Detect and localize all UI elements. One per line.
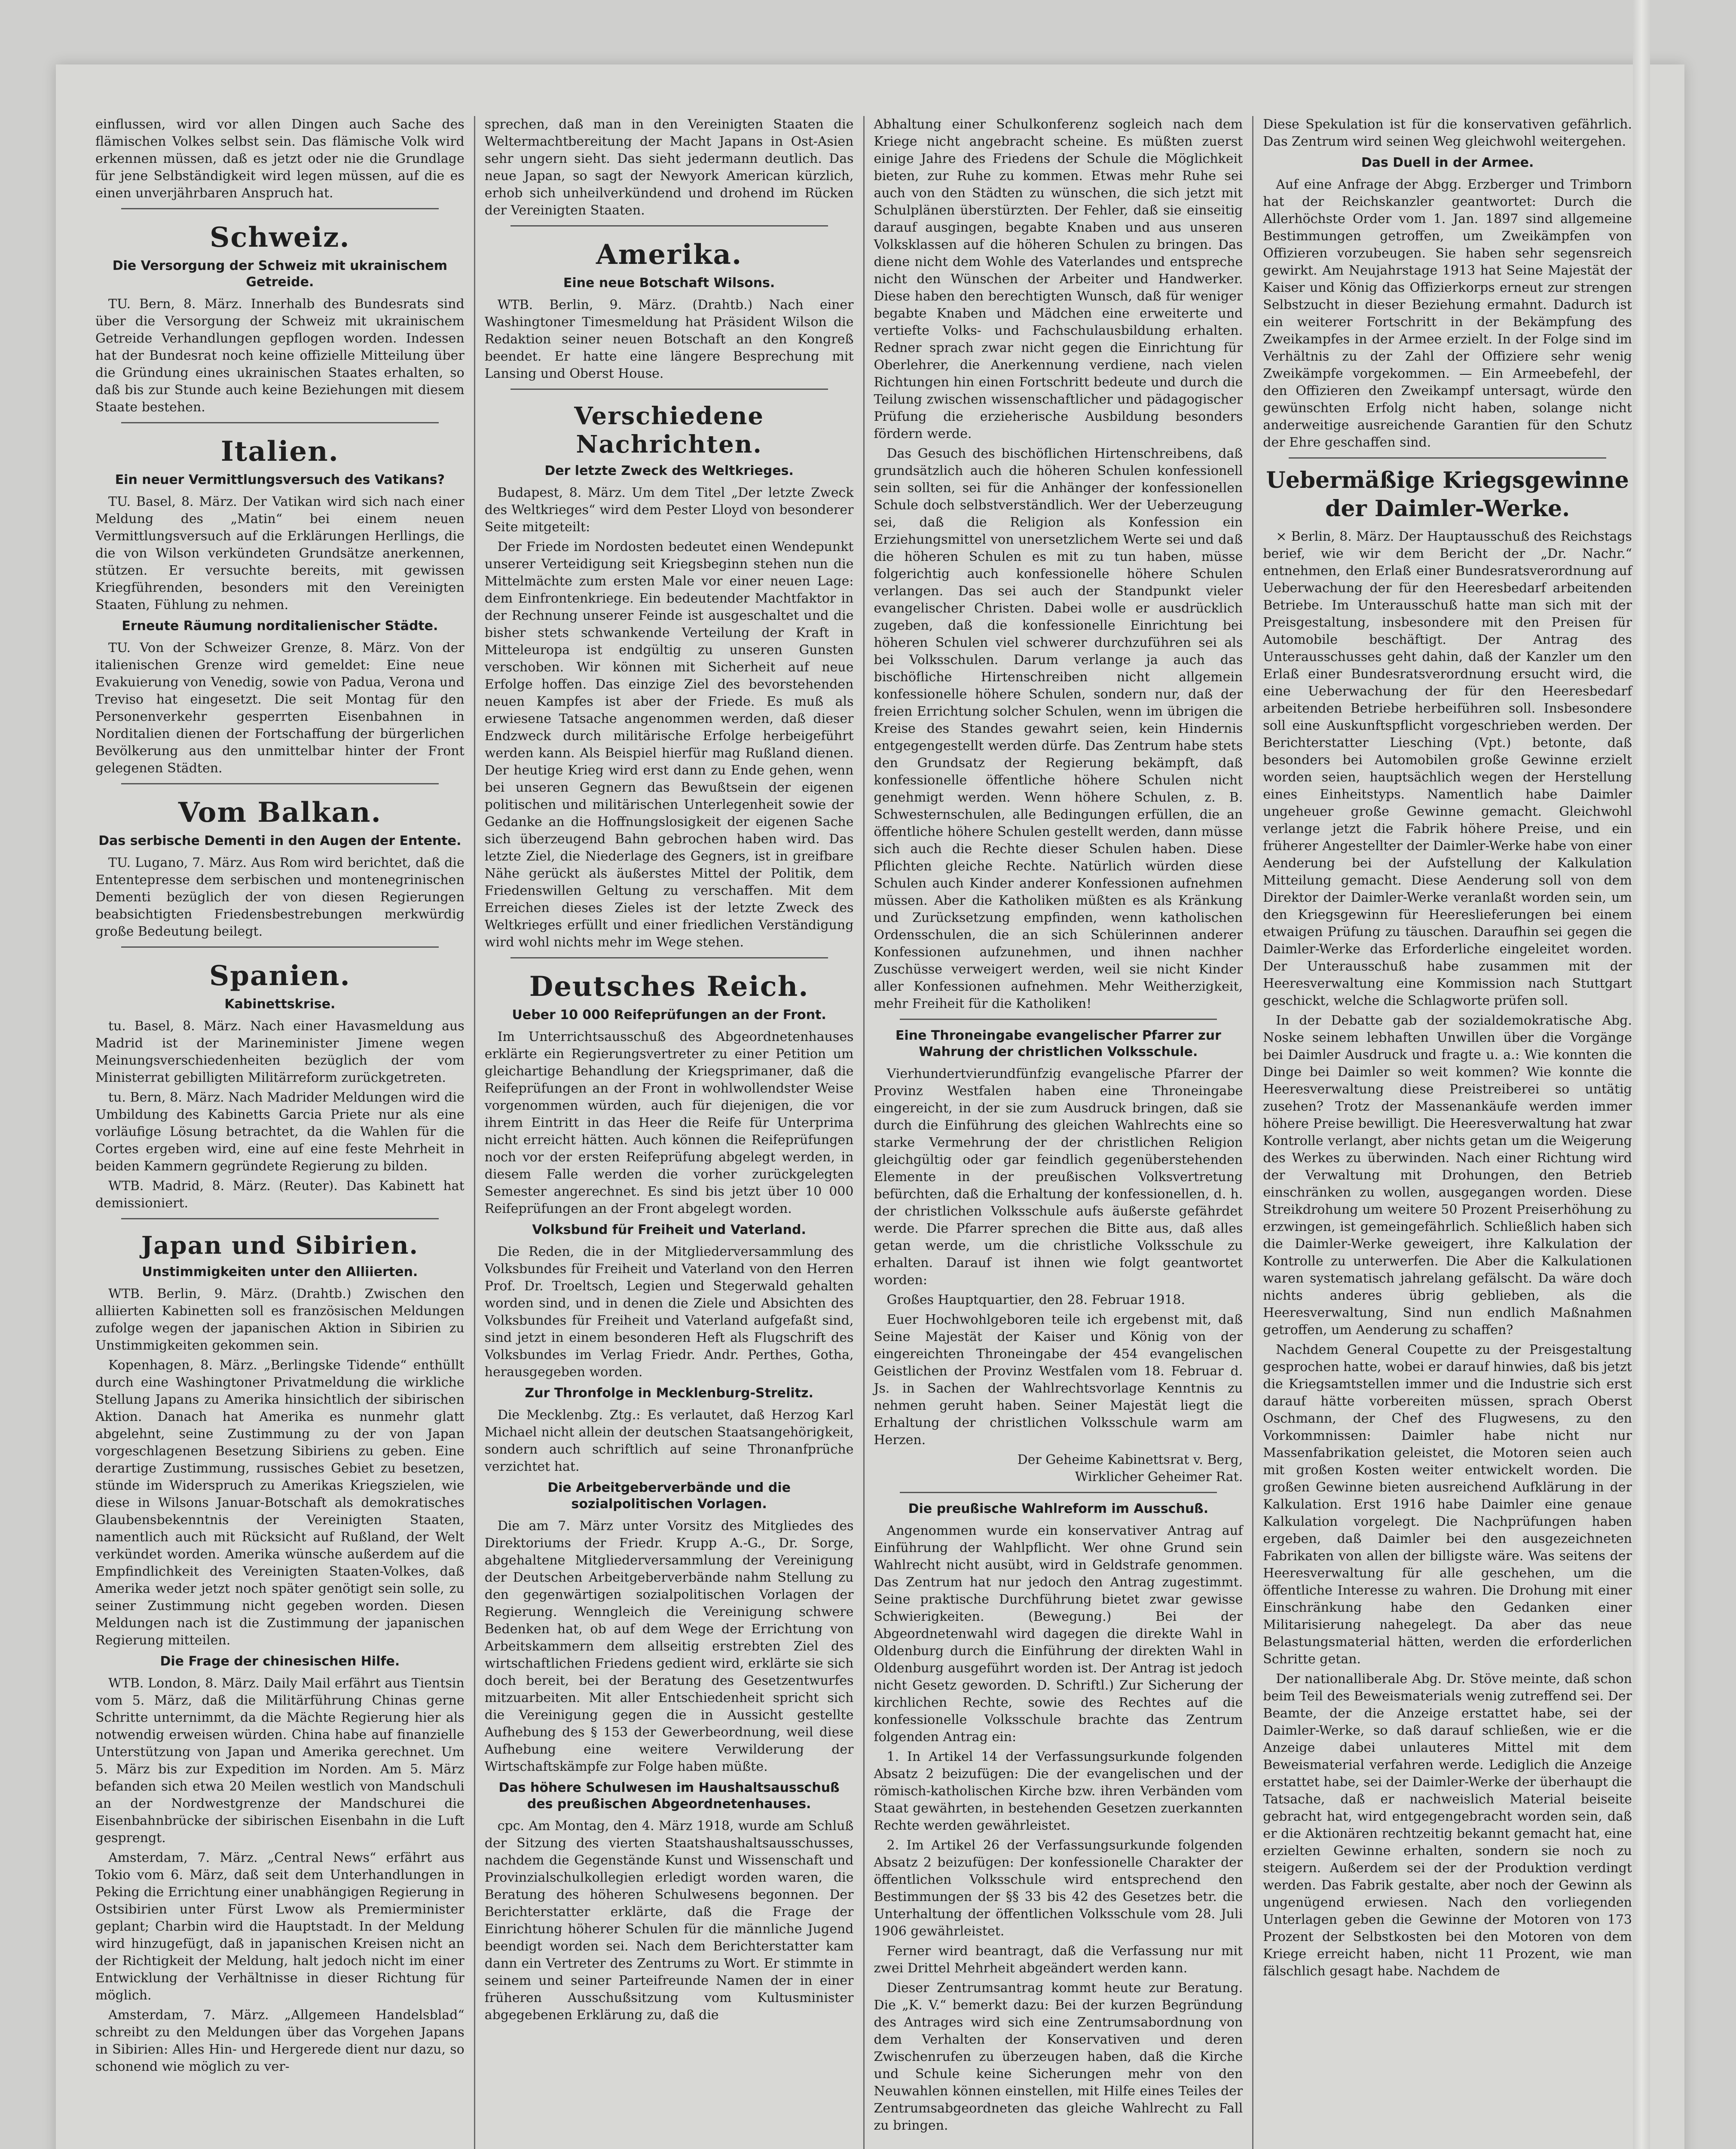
section-heading: Uebermäßige Kriegsgewinne der Daimler-Werke. <box>1266 467 1629 522</box>
section-heading: Deutsches Reich. <box>529 970 809 1003</box>
section-heading: Japan und Sibirien. <box>141 1231 419 1260</box>
column-1 <box>86 116 474 2149</box>
article-text: TU. Basel, 8. März. Der Vatikan wird sich nach einer Meldung des „Matin“ bei einem neuen Vermittlungsversuch auf die Erklärungen Herllings, die die von Wilson verkündeten Grundsätze anerkennen, stützen. Er versuchte bereits, mit gewissen Kriegführenden, besonders mit den Vereinigten Staaten, Fühlung zu nehmen. <box>95 494 465 612</box>
article-subheading: Kabinettskrise. <box>224 997 336 1012</box>
article-subheading: Die Versorgung der Schweiz mit ukrainischem Getreide. <box>112 258 448 290</box>
article-text: WTB. Berlin, 9. März. (Drahtb.) Nach einer Washingtoner Timesmeldung hat Präsident Wilson die Redaktion seiner neuen Botschaft an den Kongreß beendet. Er hatte eine längere Besprechung mit Lansing und Oberst House. <box>484 297 854 381</box>
article-subheading: Zur Thronfolge in Mecklenburg-Strelitz. <box>525 1386 813 1401</box>
article-text: WTB. London, 8. März. Daily Mail erfährt aus Tientsin vom 5. März, daß die Militärführung Chinas gerne Schritte unternimmt, da die Mächte Regierung hier als notwendig erweisen würden. China habe auf finanzielle Unterstützung von Japan und Amerika gerechnet. Um 5. März bis zur Expedition im Norden. Am 5. März befanden sich etwa 20 Meilen westlich von Mandschuli an der Nordwestgrenze der Mandschurei die Eisenbahnbrücke der sibirischen Eisenbahn in die Luft gesprengt. <box>95 1676 465 1846</box>
article-subheading: Erneute Räumung norditalienischer Städte. <box>122 618 438 634</box>
section-heading: Amerika. <box>596 239 743 271</box>
article-subheading: Volksbund für Freiheit und Vaterland. <box>532 1222 806 1237</box>
article-text: Abhaltung einer Schulkonferenz sogleich nach dem Kriege nicht angebracht scheine. Es müßten zuerst einige Jahre des Friedens der Schule die Möglichkeit bieten, zur Ruhe zu kommen. Etwas mehr Ruhe sei auch von den Städten zu wünschen, die sich jetzt mit Schulplänen überstürzten. Der Fehler, daß sie einseitig darauf ausgingen, begabte Knaben und aus unseren Volksklassen auf die höheren Schulen zu bringen. Das diene nicht dem Wohle des Vaterlandes und entspreche nicht den Wünschen der Arbeiter und Handwerker. Diese haben den berechtigten Wunsch, daß für weniger begabte Knaben und Mädchen eine erweiterte und vertiefte Volks- und Fachschulausbildung erhalten. Redner sprach zwar nicht gegen die Einrichtung für Oberlehrer, die Anerkennung verdiene, nach vielen Richtungen hin einen Fortschritt bedeute und durch die Teilung zwischen wissenschaftlicher und pädagogischer Prüfung die erzieherische Ausbildung besonders fördern werde. <box>874 117 1243 441</box>
article-text: Der nationalliberale Abg. Dr. Stöve meinte, daß schon beim Teil des Beweismaterials wenig zutreffend sei. Der Beamte, der die Anzeige erstattet habe, sei der Daimler-Werke, so daß darauf schließen, wie er die Anzeige dabei unlauteres Mittel mit dem Beweismaterial verfahren werde. Lediglich die Anzeige erstattet habe, sei der Daimler-Werke der überhaupt die Tatsache, daß er nachweislich Material beiseite gebracht hat, wird entgegengebracht worden sein, daß er die Aktionären rechtzeitig bekannt gemacht hat, eine erzielten Gewinne erhalten, sondern sie noch zu steigern. Außerdem sei der der Produktion verdingt werden. Das Fabrik gestalte, aber noch der Gewinn als ungenügend erwiesen. Nach den vorliegenden Unterlagen geben die Gewinne der Motoren von 173 Prozent der Selbstkosten bei den Motoren von dem Kriege erreicht haben, nicht 11 Prozent, wie man fälschlich gesagt habe. Nachdem de <box>1263 1671 1632 1979</box>
article-text: Die Mecklenbg. Ztg.: Es verlautet, daß Herzog Karl Michael nicht allein der deutschen Staatsangehörigkeit, sondern auch schriftlich auf seine Thronanfprüche verzichtet hat. <box>484 1408 854 1474</box>
divider <box>510 957 828 958</box>
article-text: Diese Spekulation ist für die konservativen gefährlich. Das Zentrum wird seinen Weg gleichwohl weitergehen. <box>1263 117 1632 149</box>
article-subheading: Ueber 10 000 Reifeprüfungen an der Front. <box>512 1007 826 1022</box>
article-text: WTB. Berlin, 9. März. (Drahtb.) Zwischen den alliierten Kabinetten soll es französischen Meldungen zufolge wegen der japanischen Aktion in Sibirien zu Unstimmigkeiten gekommen sein. <box>95 1286 465 1353</box>
article-text: Auf eine Anfrage der Abgg. Erzberger und Trimborn hat der Reichskanzler geantwortet: Durch die Allerhöchste Order vom 1. Jan. 1897 sind allgemeine Bestimmungen getroffen, um Zweikämpfen von Offizieren vorzubeugen. Sie haben sehr segensreich gewirkt. Am Neujahrstage 1913 hat Seine Majestät der Kaiser und König das Offizierkorps erneut zur strengen Selbstzucht in dieser Beziehung ermahnt. Dadurch ist ein weiterer Fortschritt in der Bekämpfung des Zweikampfes in der Armee erzielt. In der Folge sind im Verhältnis zu der Zahl der Offiziere sehr wenig Zweikämpfe vorgekommen. — Ein Armeebefehl, der den Offizieren den Zweikampf untersagt, würde den gewünschten Erfolg nicht haben, solange nicht anderweitige ausreichende Garantien für den Schutz der Ehre geschaffen sind. <box>1263 177 1632 450</box>
article-subheading: Der letzte Zweck des Weltkrieges. <box>544 463 794 478</box>
signature-line: Wirklicher Geheimer Rat. <box>1075 1469 1243 1485</box>
article-text: Budapest, 8. März. Um dem Titel „Der letzte Zweck des Weltkrieges“ wird dem Pester Lloyd von besonderer Seite mitgeteilt: <box>484 485 854 535</box>
article-text: Angenommen wurde ein konservativer Antrag auf Einführung der Wahlpflicht. Wer ohne Grund sein Wahlrecht nicht ausübt, wird in Geldstrafe genommen. Das Zentrum hat nur jedoch den Antrag zugestimmt. Seine praktische Durchführung bietet zwar gewisse Schwierigkeiten. (Bewegung.) Bei der Abgeordnetenwahl wird dagegen die direkte Wahl in Oldenburg durch die Einführung der direkten Wahl in Oldenburg ausgeführt worden ist. Der Antrag ist jedoch nicht Gesetz geworden. D. Schriftl.) Zur Sicherung der kirchlichen Rechte, sowie des Rechtes auf die konfessionelle Volksschule brachte das Zentrum folgenden Antrag ein: <box>874 1523 1243 1745</box>
section-heading: Italien. <box>220 435 339 468</box>
article-text: tu. Bern, 8. März. Nach Madrider Meldungen wird die Umbildung des Kabinetts Garcia Priete nur als eine vorläufige Lösung betrachtet, da die Wahlen für die Cortes ergeben wird, eine auf eine feste Mehrheit in beiden Kammern gegründete Regierung zu bilden. <box>95 1090 465 1174</box>
article-subheading: Die preußische Wahlreform im Ausschuß. <box>908 1501 1209 1516</box>
column-4 <box>1252 116 1641 2149</box>
article-text: cpc. Am Montag, den 4. März 1918, wurde am Schluß der Sitzung des vierten Staatshaushaltsausschusses, nachdem die Gegenstände Kunst und Wissenschaft und Provinzialschulkollegien erledigt worden waren, die Beratung des höheren Schulwesens begonnen. Der Berichterstatter erklärte, daß die Frage der Einrichtung höherer Schulen für die männliche Jugend beendigt worden sei. Nach dem Berichterstatter kam dann ein Vertreter des Zentrums zu Wort. Er stimmte in seinem und seiner Parteifreunde Namen der in einer früheren Ausschußsitzung vom Kultusminister abgegebenen Erklärung zu, daß die <box>484 1818 854 2023</box>
divider <box>121 208 439 209</box>
article-text: Kopenhagen, 8. März. „Berlingske Tidende“ enthüllt durch eine Washingtoner Privatmeldung die wirkliche Stellung Japans zu Amerika hinsichtlich der sibirischen Aktion. Danach hat Amerika es nunmehr glatt abgelehnt, seine Zustimmung zu der von Japan vorgeschlagenen Besetzung Sibiriens zu geben. Eine derartige Zustimmung, russisches Gebiet zu besetzen, stünde im Widerspruch zu Amerikas Kriegszielen, wie diese in Wilsons Januar-Botschaft als demokratisches Glaubensbekenntnis der Vereinigten Staaten, namentlich auch mit Rücksicht auf Rußland, der Welt verkündet worden. Amerika wünsche außerdem auf die Empfindlichkeit des Vereinigten Staaten-Volkes, daß Amerika weder jetzt noch später genötigt sein solle, zu seiner Zustimmung nicht gegeben worden. Diesen Meldungen nach ist die Zustimmung der japanischen Regierung mitteilen. <box>95 1358 465 1648</box>
article-subheading: Eine neue Botschaft Wilsons. <box>563 276 775 291</box>
column-3 <box>863 116 1253 2149</box>
section-heading: Schweiz. <box>210 221 350 254</box>
dateline: Großes Hauptquartier, den 28. Februar 1918. <box>886 1292 1185 1307</box>
divider <box>1289 457 1606 459</box>
article-text: Amsterdam, 7. März. „Allgemeen Handelsblad“ schreibt zu den Meldungen über das Vorgehen Japans in Sibirien: Alles Hin- und Hergerede dient nur dazu, so schonend wie möglich zu ver- <box>95 2008 465 2074</box>
article-text: TU. Lugano, 7. März. Aus Rom wird berichtet, daß die Ententepresse dem serbischen und montenegrinischen Dementi bezüglich der von diesen Regierungen beabsichtigten Friedensbestrebungen merkwürdig große Bedeutung beilegt. <box>95 855 465 939</box>
article-text: Amsterdam, 7. März. „Central News“ erfährt aus Tokio vom 6. März, daß seit dem Unterhandlungen in Peking die Errichtung einer unabhängigen Regierung in Ostsibirien unter Fürst Lwow als Premierminister geplant; Charbin wird die Hauptstadt. In der Meldung wird hinzugefügt, daß in japanischen Kreisen nicht an der Richtigkeit der Meldung, halt jedoch nicht im einer Entwicklung der Verhältnisse in dieser Richtung für möglich. <box>95 1850 465 2003</box>
article-text: × Berlin, 8. März. Der Hauptausschuß des Reichstags berief, wie wir dem Bericht der „Dr. Nachr.“ entnehmen, den Erlaß einer Bundesratsverordnung auf Ueberwachung der für den Heeresbedarf arbeitenden Betriebe. Im Unterausschuß hatte man sich mit der Preisgestaltung, insbesondere mit den Preisen für Automobile beschäftigt. Der Antrag des Unterausschusses geht dahin, daß der Kanzler um den Erlaß einer Bundesratsverordnung ersucht wird, die eine Ueberwachung der für den Heeresbedarf arbeitenden Betriebe herbeiführen soll. Insbesondere soll eine Auskunftspflicht vorgeschrieben werden. Der Berichterstatter Liesching (Vpt.) betonte, daß besonders bei Automobilen große Gewinne erzielt worden seien, hauptsächlich wegen der Herstellung eines Einheitstyps. Namentlich habe Daimler ungeheuer große Gewinne gemacht. Gleichwohl verlange jetzt die Fabrik höhere Preise, und ein früherer Angestellter der Daimler-Werke habe von einer Aenderung bei der Aufstellung der Kalkulation Mitteilung gemacht. Diese Aenderung soll von dem Direktor der Daimler-Werke veranlaßt worden sein, um den Kriegsgewinn für Heereslieferungen bei einem etwaigen Prüfung zu täuschen. Daraufhin sei gegen die Daimler-Werke das Erforderliche eingeleitet worden. Der Unterausschuß habe zusammen mit der Heeresverwaltung eine Kommission nach Stuttgart geschickt, welche die Schlagworte prüfen soll. <box>1263 529 1632 1008</box>
divider <box>900 1492 1217 1493</box>
article-text: Der Friede im Nordosten bedeutet einen Wendepunkt unserer Verteidigung seit Kriegsbeginn stehen nun die Mittelmächte zum ersten Male vor einer neuen Lage: dem Einfrontenkriege. Ein bedeutender Machtfaktor in der Rechnung unserer Feinde ist ausgeschaltet und die bisher stets schwankende Verteilung der Kraft in Mitteleuropa ist endgültig zu unseren Gunsten verschoben. Wir können mit Sicherheit auf neue Erfolge hoffen. Das einzige Ziel des bevorstehenden neuen Kampfes ist aber der Friede. Es muß als erwiesene Tatsache angenommen werden, daß dieser Endzweck durch militärische Erfolge herbeigeführt werden kann. Als Beispiel hierfür mag Rußland dienen. Der heutige Krieg wird erst dann zu Ende gehen, wenn bei unseren Gegnern das Bewußtsein der eigenen politischen und militärischen Unterlegenheit sowie der Gedanke an die Hoffnungslosigkeit der eigenen Sache sich überzeugend Bahn gebrochen haben wird. Das letzte Ziel, die Niederlage des Gegners, ist in greifbare Nähe gerückt als äußerstes Mittel der Politik, dem Friedenswillen Geltung zu verschaffen. Mit dem Erreichen dieses Zieles ist der letzte Zweck des Weltkrieges erfüllt und einer friedlichen Verständigung wird wohl nichts mehr im Wege stehen. <box>484 539 854 950</box>
divider <box>121 946 439 948</box>
article-subheading: Die Arbeitgeberverbände und die sozialpolitischen Vorlagen. <box>547 1480 791 1512</box>
article-subheading: Ein neuer Vermittlungsversuch des Vatikans? <box>115 472 445 487</box>
article-text: Dieser Zentrumsantrag kommt heute zur Beratung. Die „K. V.“ bemerkt dazu: Bei der kurzen Begründung des Antrages wird sich eine Zentrumsabordnung von dem Verhalten der Konservativen und deren Zwischenrufen zu überzeugen haben, daß die Kirche und Schule keine Sicherungen mehr von den Neuwahlen können einstellen, mit Hilfe eines Teiles der Zentrumsabgeordneten das gleiche Wahlrecht zu Fall zu bringen. <box>874 1981 1243 2133</box>
article-subheading: Das höhere Schulwesen im Haushaltsausschuß des preußischen Abgeordnetenhauses. <box>498 1780 840 1812</box>
article-subheading: Unstimmigkeiten unter den Alliierten. <box>142 1264 418 1280</box>
signature-line: Der Geheime Kabinettsrat v. Berg, <box>1017 1452 1243 1467</box>
article-text: WTB. Madrid, 8. März. (Reuter). Das Kabinett hat demissioniert. <box>95 1179 465 1211</box>
article-text: TU. Bern, 8. März. Innerhalb des Bundesrats sind über die Versorgung der Schweiz mit ukrainischem Getreide Verhandlungen gepflogen worden. Indessen hat der Bundesrat noch keine offizielle Mitteilung über die Gründung eines ukrainischen Staates erhalten, so daß bis zur Stunde auch keine Beziehungen mit diesem Staate bestehen. <box>95 297 465 415</box>
article-text: In der Debatte gab der sozialdemokratische Abg. Noske seinem lebhaften Unwillen über die Vorgänge bei Daimler Ausdruck und fragte u. a.: Wie konnten die Dinge bei Daimler so weit kommen? Wie konnte die Heeresverwaltung diese Preistreiberei so untätig zusehen? Trotz der Massenankäufe werden immer höhere Preise bewilligt. Die Heeresverwaltung hat zwar Kontrolle verlangt, aber nichts getan um die Weigerung des Werkes zu überwinden. Nach einer Richtung wird der Verwaltung mit Drohungen, den Betrieb einschränken zu wollen, ausgegangen worden. Diese Streikdrohung um weitere 50 Prozent Preiserhöhung zu erzwingen, ist gemeingefährlich. Schließlich haben sich die Daimler-Werke geweigert, ihre Kalkulation der Kontrolle zu unterwerfen. Die Aber die Kalkulationen waren systematisch jahrelang gefälscht. Da wäre doch nichts anderes übrig geblieben, als die Heeresverwaltung, Sind nun endlich Maßnahmen getroffen, um Aenderung zu schaffen? <box>1263 1013 1632 1338</box>
newspaper-page <box>56 64 1684 2149</box>
article-text: 1. In Artikel 14 der Verfassungsurkunde folgenden Absatz 2 beizufügen: Die der evangelischen und der römisch-katholischen Kirche bzw. ihren Verbänden vom Staat gewährten, in bestehenden Gesetzen zuerkannten Rechte werden gewährleistet. <box>874 1749 1243 1833</box>
column-2 <box>474 116 863 2149</box>
divider <box>510 389 828 390</box>
article-text: Euer Hochwohlgeboren teile ich ergebenst mit, daß Seine Majestät der Kaiser und König von der eingereichten Throneingabe der 454 evangelischen Geistlichen der Provinz Westfalen vom 18. Februar d. Js. in Sachen der Wahlrechtsvorlage Kenntnis zu nehmen geruht haben. Seiner Majestät liegt die Erhaltung der christlichen Volksschule warm am Herzen. <box>874 1312 1243 1448</box>
section-heading: Vom Balkan. <box>178 796 382 829</box>
article-text: Im Unterrichtsausschuß des Abgeordnetenhauses erklärte ein Regierungsvertreter zu einer Petition um gleichartige Behandlung der Kriegsprimaner, daß die Reifeprüfungen an der Front in wohlwollendster Weise vorgenommen würden, auch für diejenigen, die vor ihrem Eintritt in das Heer die Reife für Unterprima nicht erreicht hätten. Auch können die Reifeprüfungen noch vor der ersten Reifeprüfung abgelegt werden, in diesem Falle werden die vorher zurückgelegten Semester angerechnet. Es sind bis jetzt über 10 000 Reifeprüfungen an der Front abgelegt worden. <box>484 1029 854 1216</box>
article-text: Vierhundertvierundfünfzig evangelische Pfarrer der Provinz Westfalen haben eine Throneingabe eingereicht, in der sie zum Ausdruck bringen, daß sie durch die Einführung des gleichen Wahlrechts eine so starke Vermehrung der der christlichen Religion gleichgültig oder gar feindlich gegenüberstehenden Elemente in der preußischen Volksvertretung befürchten, daß die Erhaltung der konfessionellen, d. h. der christlichen Volksschule aufs äußerste gefährdet werde. Die Pfarrer sprechen die Bitte aus, daß alles getan werde, um die christliche Volksschule zu erhalten. Darauf ist ihnen wie folgt geantwortet worden: <box>874 1066 1243 1288</box>
article-text: Nachdem General Coupette zu der Preisgestaltung gesprochen hatte, wobei er darauf hinwies, daß bis jetzt die Kriegsamtstellen immer und die Industrie sich erst darauf hätte vorbereiten müssen, sprach Oberst Oschmann, der Chef des Flugwesens, zu den Vorkommnissen: Daimler habe nicht nur Massenfabrikation geleistet, die Motoren seien auch mit großen Kosten weiter entwickelt worden. Die großen Gewinne bieten ausreichend Aufklärung in der Kalkulation. Erst 1916 habe Daimler eine genaue Kalkulation vorgelegt. Die Nachprüfungen haben ergeben, daß Daimler bei den ausgezeichneten Fabrikaten von allen der billigste wäre. Was seitens der Heeresverwaltung für alle geschehen, um die öffentliche Interesse zu wahren. Die Drohung mit einer Einschränkung habe den Gedanken einer Militarisierung nahegelegt. Da aber das neue Belastungsmaterial hätten, werden die erforderlichen Schritte getan. <box>1263 1342 1632 1667</box>
article-text: TU. Von der Schweizer Grenze, 8. März. Von der italienischen Grenze wird gemeldet: Eine neue Evakuierung von Venedig, sowie von Padua, Verona und Treviso hat eingesetzt. Die seit Montag für den Personenverkehr gesperrten Eisenbahnen in Norditalien dienen der Fortschaffung der bürgerlichen Bevölkerung aus den unmittelbar hinter der Front gelegenen Städten. <box>95 640 465 776</box>
article-text: Die Reden, die in der Mitgliederversammlung des Volksbundes für Freiheit und Vaterland von den Herren Prof. Dr. Troeltsch, Legien und Stegerwald gehalten worden sind, und in denen die Ziele und Absichten des Volksbundes für Freiheit und Vaterland aufgefaßt sind, sind jetzt in einem besonderen Heft als Flugschrift des Volksbundes im Verlag Friedr. Andr. Perthes, Gotha, herausgegeben worden. <box>484 1244 854 1380</box>
divider <box>900 1019 1217 1020</box>
divider <box>121 1218 439 1219</box>
article-subheading: Eine Throneingabe evangelischer Pfarrer zur Wahrung der christlichen Volksschule. <box>895 1028 1221 1059</box>
article-subheading: Das Duell in der Armee. <box>1361 155 1534 170</box>
page-fold-shadow <box>1633 0 1650 2149</box>
article-text: Die am 7. März unter Vorsitz des Mitgliedes des Direktoriums der Friedr. Krupp A.-G., Dr. Sorge, abgehaltene Mitgliederversammlung der Vereinigung der Deutschen Arbeitgeberverbände nahm Stellung zu den gegenwärtigen sozialpolitischen Vorlagen der Regierung. Wenngleich die Vereinigung schwere Bedenken hat, ob auf dem Wege der Errichtung von Arbeitskammern dem allseitig erstrebten Ziel des wirtschaftlichen Friedens gedient wird, erklärte sie sich doch bereit, bei der Beratung des Gesetzentwurfes mitzuarbeiten. Mit aller Entschiedenheit spricht sich die Vereinigung gegen die in Aussicht gestellte Aufhebung des § 153 der Gewerbeordnung, weil diese Aufhebung eine weitere Verwilderung der Wirtschaftskämpfe zur Folge haben müßte. <box>484 1518 854 1774</box>
article-text: einflussen, wird vor allen Dingen auch Sache des flämischen Volkes selbst sein. Das flämische Volk wird erkennen müssen, daß es jetzt oder nie die Grundlage für jene Selbständigkeit wird legen müssen, auf die es einen unverjährbaren Anspruch hat. <box>95 117 465 201</box>
article-text: tu. Basel, 8. März. Nach einer Havasmeldung aus Madrid ist der Marineminister Jimene wegen Meinungsverschiedenheiten bezüglich der vom Ministerrat gebilligten Militärreform zurückgetreten. <box>95 1019 465 1085</box>
article-text: sprechen, daß man in den Vereinigten Staaten die Weltermachtbereitung der Macht Japans in Ost-Asien sehr ungern sieht. Das sieht jedermann deutlich. Das neue Japan, so sagt der Newyork American kürzlich, erhob sich unheilverkündend und drohend im Rücken der Vereinigten Staaten. <box>484 117 854 218</box>
divider <box>121 422 439 423</box>
article-subheading: Das serbische Dementi in den Augen der Entente. <box>98 833 462 848</box>
article-text: Das Gesuch des bischöflichen Hirtenschreibens, daß grundsätzlich auch die höheren Schulen konfessionell sein sollten, sei für die Anhänger der konfessionellen Schule doch selbstverständlich. Wer der Ueberzeugung sei, daß die Religion als Konfession ein Erziehungsmittel von unersetzlichem Werte sei und daß die höheren Schulen es mit zu tun haben, müsse folgerichtig auch konfessionelle höhere Schulen verlangen. Das sei auch der Standpunkt vieler evangelischer Christen. Dabei wolle er ausdrücklich zugeben, daß die konfessionelle Einrichtung bei höheren Schulen viel schwerer durchzuführen sei als bei Volksschulen. Darum verlange ja auch das bischöfliche Hirtenschreiben nicht allgemein konfessionelle höhere Schulen, sondern nur, daß der freien Errichtung solcher Schulen, wenn im übrigen die Kreise des Standes gewahrt seien, kein Hindernis entgegengestellt werden dürfe. Das Zentrum habe stets den Grundsatz der Regierung bekämpft, daß konfessionelle öffentliche höhere Schulen nicht genehmigt werden. Wenn höhere Schulen, z. B. Schwesternschulen, alle Bedingungen erfüllen, die an öffentliche höhere Schulen gestellt werden, dann müsse sich auch die Rechte dieser Schulen haben. Diese Pflichten gleiche Rechte. Natürlich würden diese Schulen auch Kinder anderer Konfessionen aufnehmen müssen. Aber die Katholiken müßten es als Kränkung und Zurücksetzung empfinden, wenn katholischen Ordensschulen, die an sich Schülerinnen anderer Konfessionen aufzunehmen, und ihnen nachher Zuschüsse verweigert werden, weil sie nicht Kinder aller Konfessionen aufnehmen. Mehr Weitherzigkeit, mehr Freiheit für die Katholiken! <box>874 446 1243 1011</box>
divider <box>510 225 828 227</box>
section-heading: Verschiedene Nachrichten. <box>574 402 764 459</box>
article-subheading: Die Frage der chinesischen Hilfe. <box>160 1654 400 1669</box>
section-heading: Spanien. <box>209 960 351 992</box>
divider <box>121 783 439 784</box>
article-text: 2. Im Artikel 26 der Verfassungsurkunde folgenden Absatz 2 beizufügen: Der konfessionelle Charakter der öffentlichen Volksschule wird entsprechend den Bestimmungen der §§ 33 bis 42 des Gesetzes betr. die Unterhaltung der öffentlichen Volksschule vom 28. Juli 1906 gewährleistet. <box>874 1838 1243 1939</box>
article-text: Ferner wird beantragt, daß die Verfassung nur mit zwei Drittel Mehrheit abgeändert werden kann. <box>874 1944 1243 1976</box>
columns <box>86 116 1641 2149</box>
